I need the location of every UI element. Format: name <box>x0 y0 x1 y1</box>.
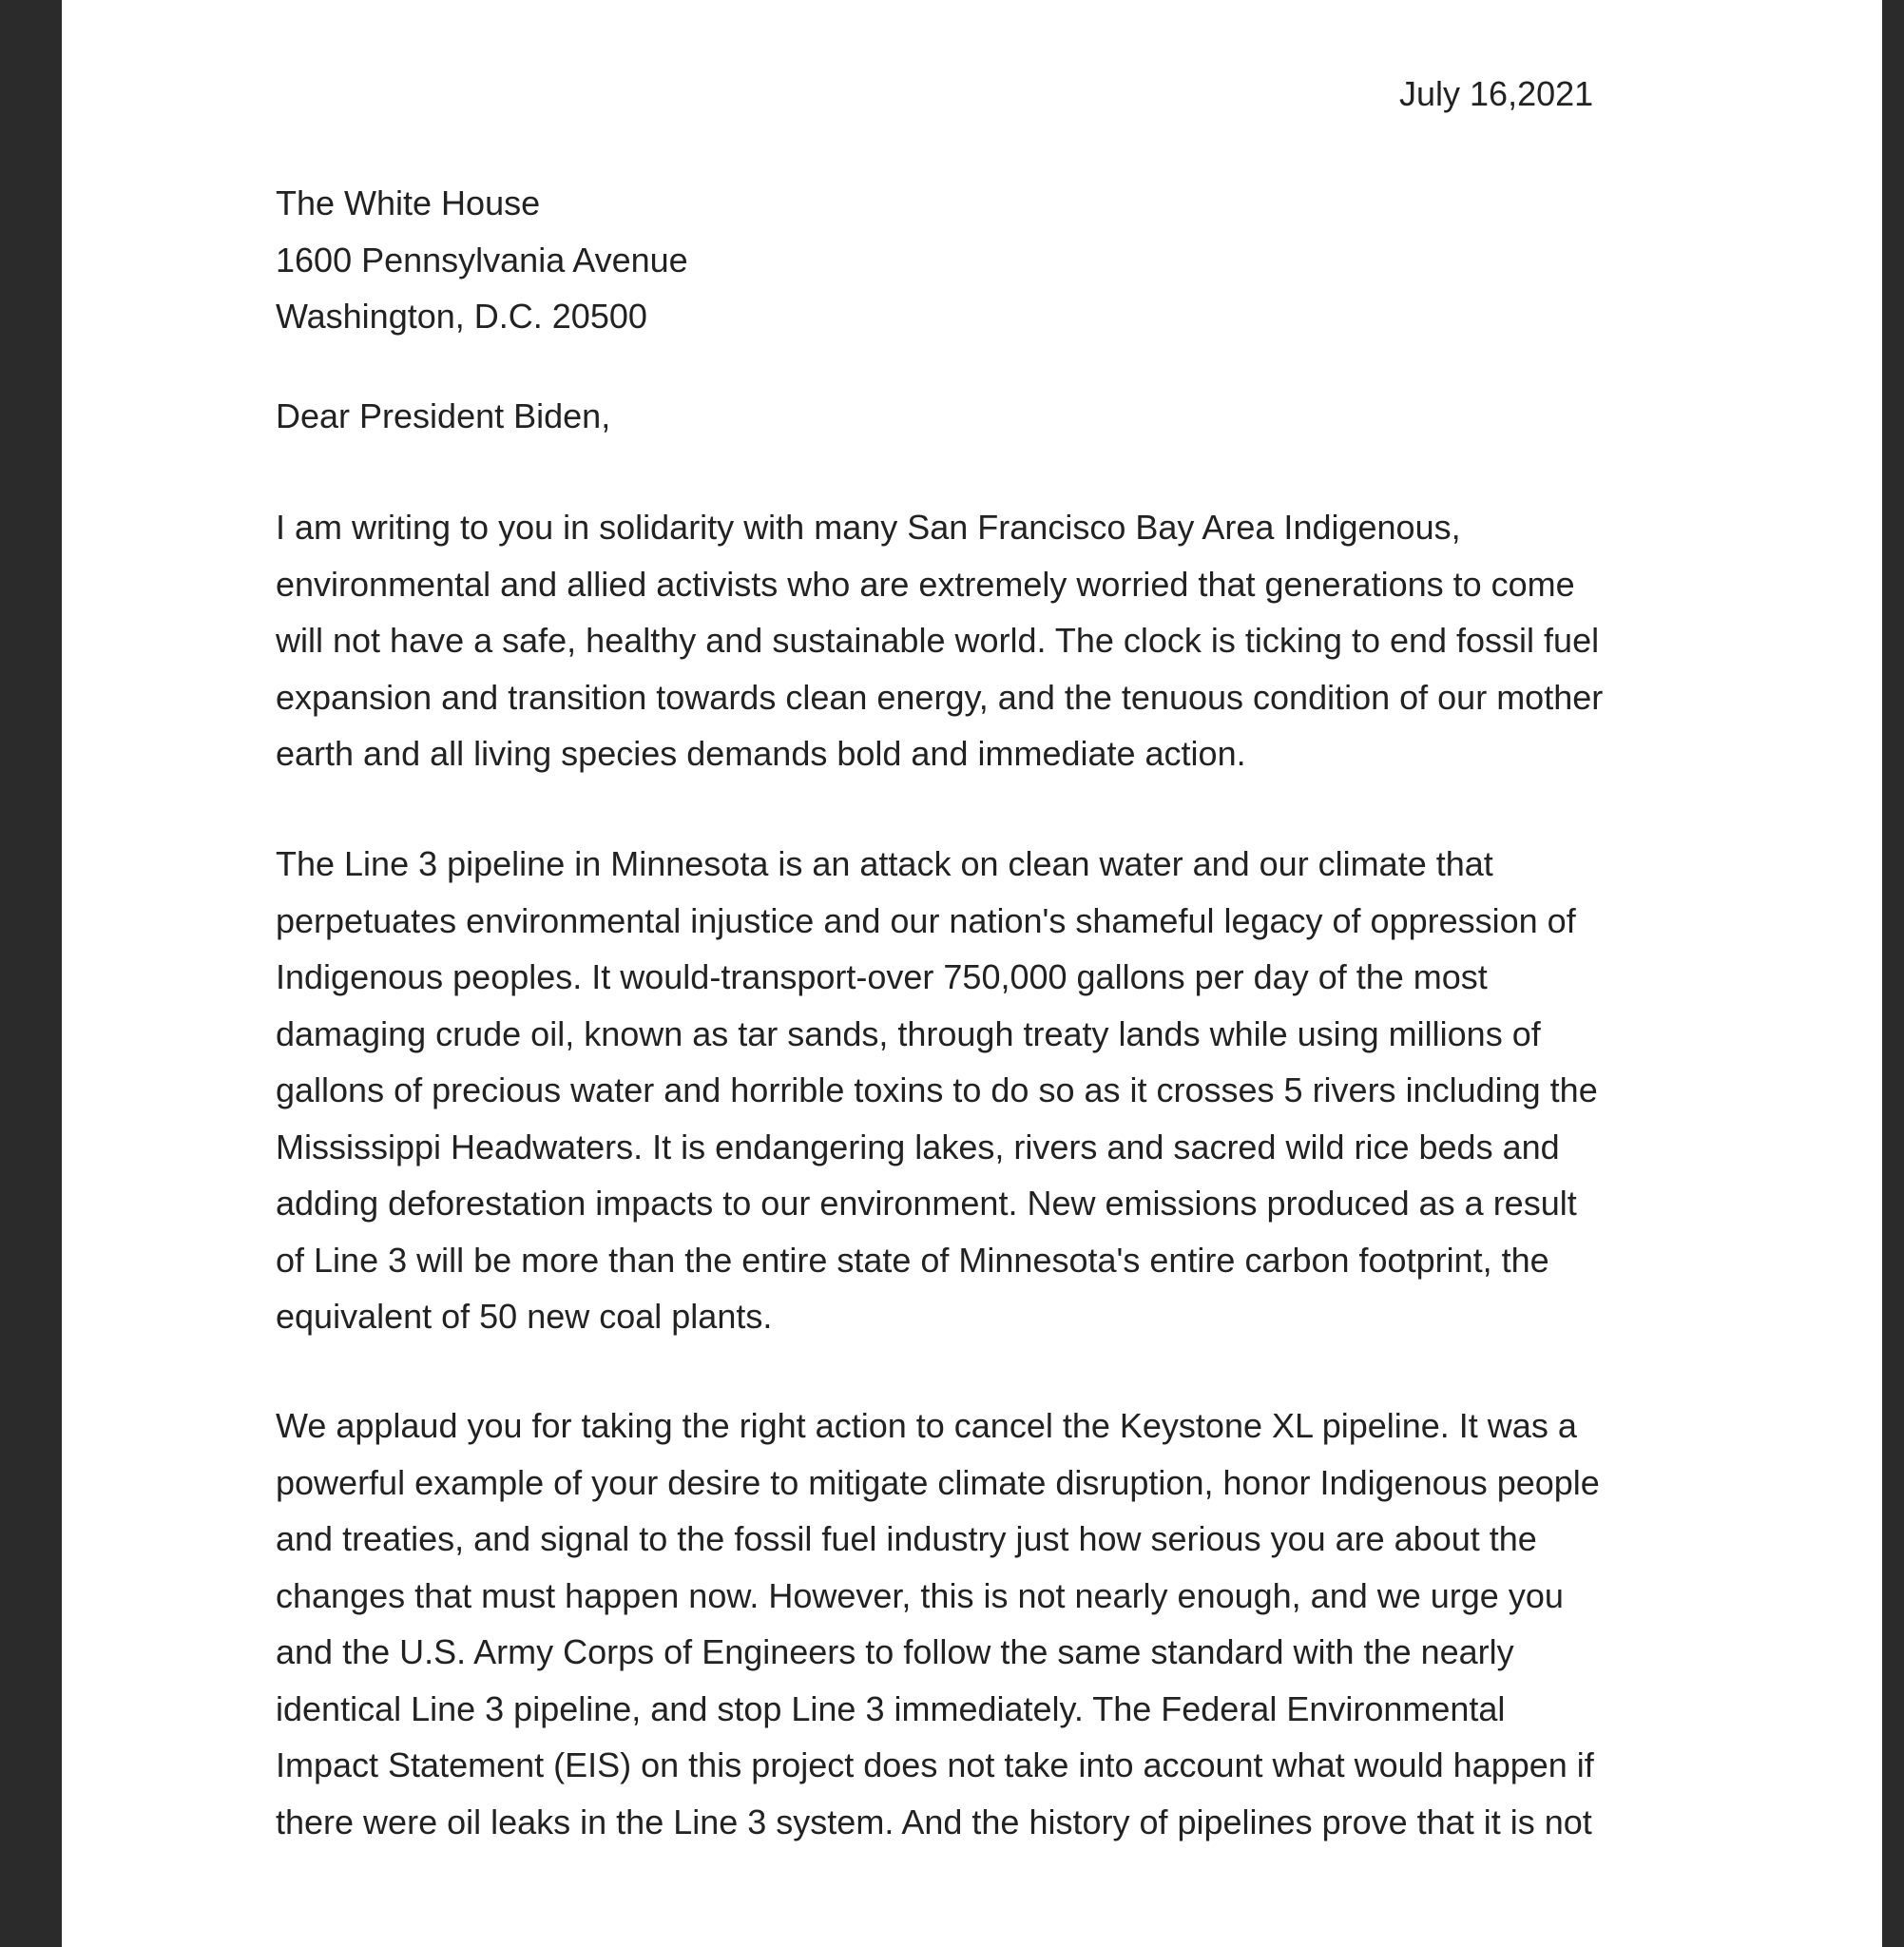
paragraph-line: and treaties, and signal to the fossil fuel industry just how serious you are about the <box>276 1519 1537 1558</box>
paragraph-2 <box>276 836 1702 1345</box>
address-line-2: 1600 Pennsylvania Avenue <box>276 240 688 280</box>
paragraph-line: will not have a safe, healthy and sustainable world. The clock is ticking to end fossil fuel <box>276 621 1600 660</box>
paragraph-line: earth and all living species demands bold and immediate action. <box>276 734 1246 773</box>
paragraph-line: changes that must happen now. However, this is not nearly enough, and we urge you <box>276 1575 1564 1615</box>
paragraph-line: Mississippi Headwaters. It is endangering lakes, rivers and sacred wild rice beds and <box>276 1127 1560 1166</box>
paragraph-line: adding deforestation impacts to our environment. New emissions produced as a result <box>276 1184 1577 1223</box>
paragraph-line: damaging crude oil, known as tar sands, through treaty lands while using millions of <box>276 1013 1541 1053</box>
paragraph-line: and the U.S. Army Corps of Engineers to follow the same standard with the nearly <box>276 1632 1514 1671</box>
paragraph-line: gallons of precious water and horrible toxins to do so as it crosses 5 rivers including the <box>276 1070 1598 1109</box>
paragraph-line: identical Line 3 pipeline, and stop Line 3 immediately. The Federal Environmental <box>276 1688 1506 1728</box>
paragraph-line: We applaud you for taking the right action to cancel the Keystone XL pipeline. It was a <box>276 1406 1577 1445</box>
paragraph-line: Indigenous peoples. It would-transport-over 750,000 gallons per day of the most <box>276 957 1488 996</box>
paragraph-line: there were oil leaks in the Line 3 system. And the history of pipelines prove that it is not <box>276 1802 1592 1841</box>
address-line-3: Washington, D.C. 20500 <box>276 297 647 336</box>
paragraph-line: expansion and transition towards clean energy, and the tenuous condition of our mother <box>276 677 1604 717</box>
paragraph-line: perpetuates environmental injustice and our nation's shameful legacy of oppression of <box>276 900 1576 940</box>
letter-date: July 16,2021 <box>1399 74 1594 113</box>
paragraph-line: The Line 3 pipeline in Minnesota is an attack on clean water and our climate that <box>276 844 1493 883</box>
recipient-address <box>276 175 688 345</box>
paragraph-line: environmental and allied activists who are extremely worried that generations to come <box>276 564 1575 604</box>
paragraph-line: of Line 3 will be more than the entire state of Minnesota's entire carbon footprint, the <box>276 1240 1549 1280</box>
address-line-1: The White House <box>276 183 541 222</box>
paragraph-line: Impact Statement (EIS) on this project does not take into account what would happen if <box>276 1745 1594 1784</box>
paragraph-1 <box>276 499 1702 782</box>
paragraph-3 <box>276 1398 1702 1850</box>
paragraph-line: powerful example of your desire to mitigate climate disruption, honor Indigenous people <box>276 1462 1600 1502</box>
paragraph-line: I am writing to you in solidarity with many San Francisco Bay Area Indigenous, <box>276 508 1461 547</box>
letter-page <box>62 0 1882 1947</box>
paragraph-line: equivalent of 50 new coal plants. <box>276 1297 773 1336</box>
salutation: Dear President Biden, <box>276 396 611 435</box>
